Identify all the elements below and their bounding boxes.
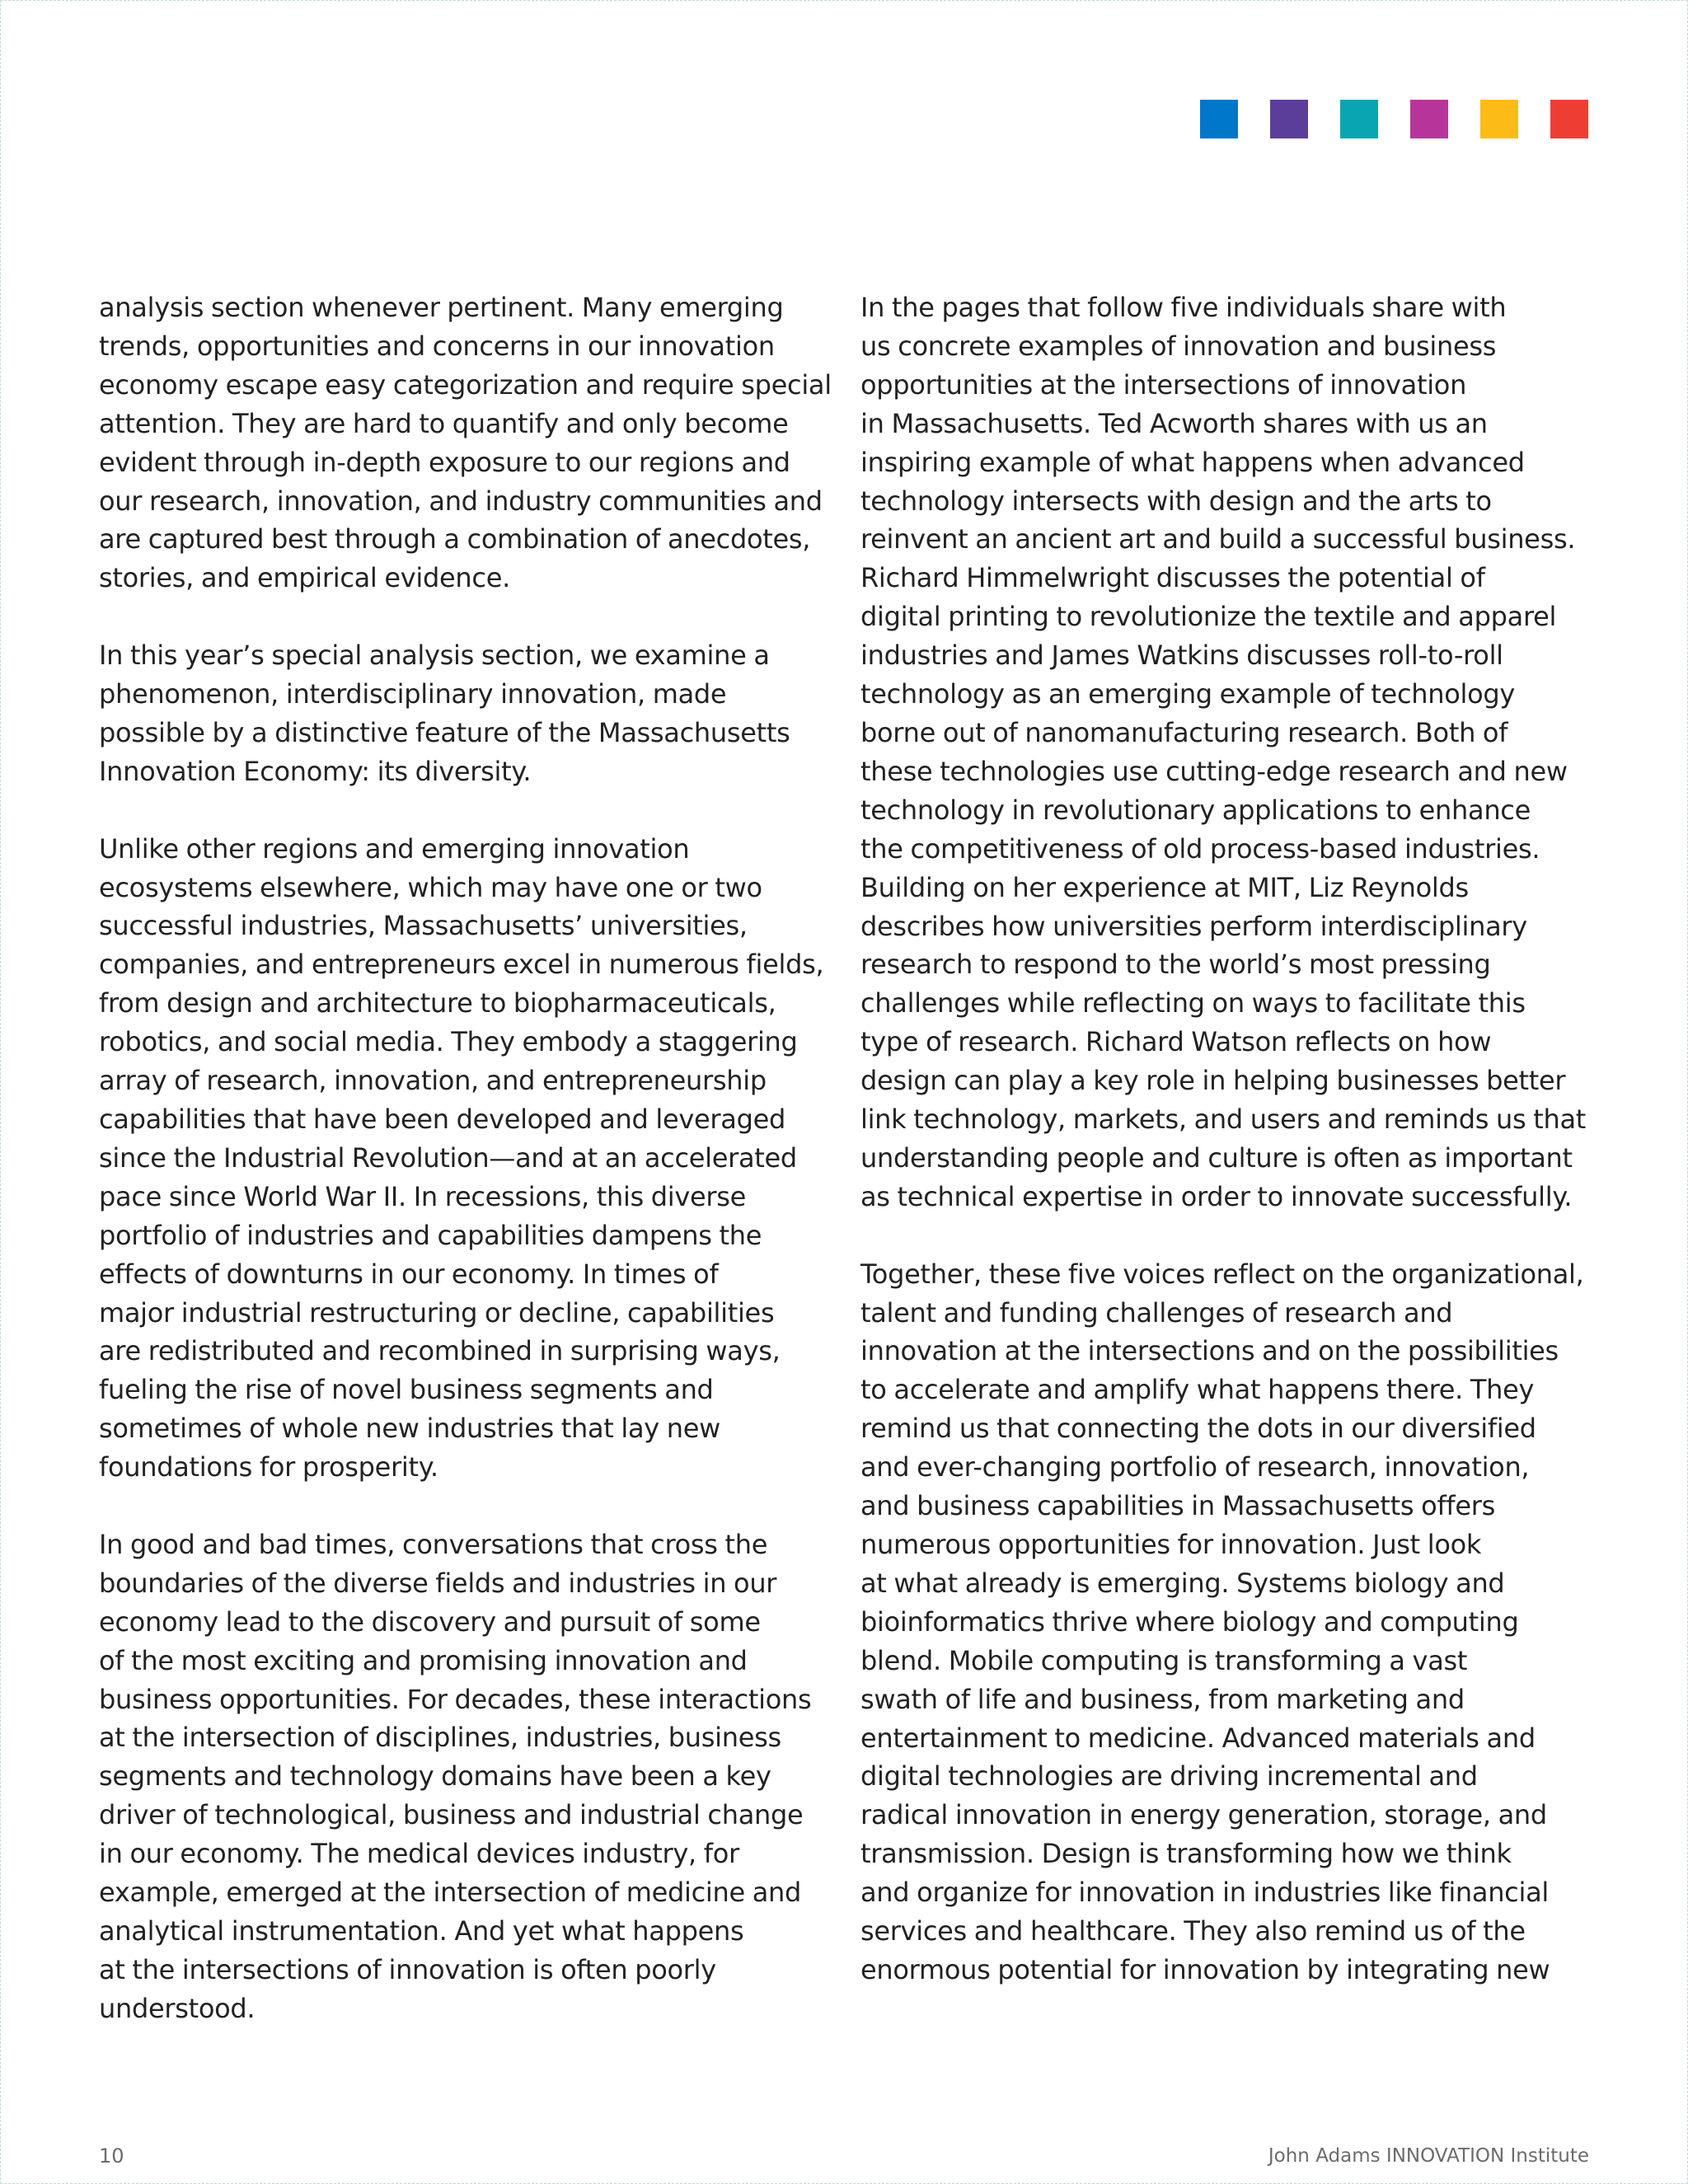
body-paragraph: In good and bad times, conversations that cross the boundaries of the diverse fields and industries in our economy lead to the discovery and pursuit of some of the most exciting and promising innovation and business opportunities. For decades, these interactions at the intersection of disciplines, industries, business segments and technology domains have been a key driver of technological, business and industrial change in our economy. The medical devices industry, for example, emerged at the intersection of medicine and analytical instrumentation. And yet what happens at the intersections of innovation is often poorly understood.	[99, 1528, 812, 2024]
body-paragraph: In this year’s special analysis section, we examine a phenomenon, interdisciplinary innovation, made possible by a distinctive feature of the Massachusetts Innovation Economy: its diversity.	[99, 640, 790, 787]
body-paragraph: analysis section whenever pertinent. Many emerging trends, opportunities and concerns in our innovation economy escape easy categorization and require special attention. They are hard to quantify and only become evident through in-depth exposure to our regions and our research, innovation, and industry communities and are captured best through a combination of anecdotes, stories, and empirical evidence.	[99, 292, 832, 594]
yellow-swatch	[1480, 100, 1518, 138]
footer-organization: John Adams INNOVATION Institute	[1268, 2145, 1589, 2167]
color-swatch-bar	[1200, 100, 1589, 138]
page-number: 10	[99, 2144, 124, 2168]
purple-swatch	[1270, 100, 1308, 138]
left-text-column	[99, 288, 837, 2028]
magenta-swatch	[1410, 100, 1448, 138]
blue-swatch	[1200, 100, 1238, 138]
teal-swatch	[1340, 100, 1378, 138]
body-paragraph: Together, these five voices reflect on the organizational, talent and funding challenges of research and innovation at the intersections and on the possibilities to accelerate and amplify what happens there. They remind us that connecting the dots in our diversified and ever-changing portfolio of research, innovation, and business capabilities in Massachusetts offers numerous opportunities for innovation. Just look at what already is emerging. Systems biology and bioinformatics thrive where biology and computing blend. Mobile computing is transforming a vast swath of life and business, from marketing and entertainment to medicine. Advanced materials and digital technologies are driving incremental and radical innovation in energy generation, storage, and transmission. Design is transforming how we think and organize for innovation in industries like financial services and healthcare. They also remind us of the enormous potential for innovation by integrating new	[860, 1258, 1584, 1985]
red-swatch	[1550, 100, 1588, 138]
right-text-column	[860, 288, 1594, 1990]
body-paragraph: Unlike other regions and emerging innovation ecosystems elsewhere, which may have one or two successful industries, Massachusetts’ universities, companies, and entrepreneurs excel in numerous fields, from design and architecture to biopharmaceuticals, robotics, and social media. They embody a staggering array of research, innovation, and entrepreneurship capabilities that have been developed and leveraged since the Industrial Revolution—and at an accelerated pace since World War II. In recessions, this diverse portfolio of industries and capabilities dampens the effects of downturns in our economy. In times of major industrial restructuring or decline, capabilities are redistributed and recombined in surprising ways, fueling the rise of novel business segments and sometimes of whole new industries that lay new foundations for prosperity.	[99, 832, 824, 1483]
body-paragraph: In the pages that follow five individuals share with us concrete examples of innovation and business opportunities at the intersections of innovation in Massachusetts. Ted Acworth shares with us an inspiring example of what happens when advanced technology intersects with design and the arts to reinvent an ancient art and build a successful business. Richard Himmelwright discusses the potential of digital printing to revolutionize the textile and apparel industries and James Watkins discusses roll-to-roll technology as an emerging example of technology borne out of nanomanufacturing research. Both of these technologies use cutting-edge research and new technology in revolutionary applications to enhance the competitiveness of old process-based industries. Building on her experience at MIT, Liz Reynolds describes how universities perform interdisciplinary research to respond to the world’s most pressing challenges while reflecting on ways to facilitate this type of research. Richard Watson reflects on how design can play a key role in helping businesses better link technology, markets, and users and reminds us that understanding people and culture is often as important as technical expertise in order to innovate successfully.	[860, 292, 1587, 1212]
